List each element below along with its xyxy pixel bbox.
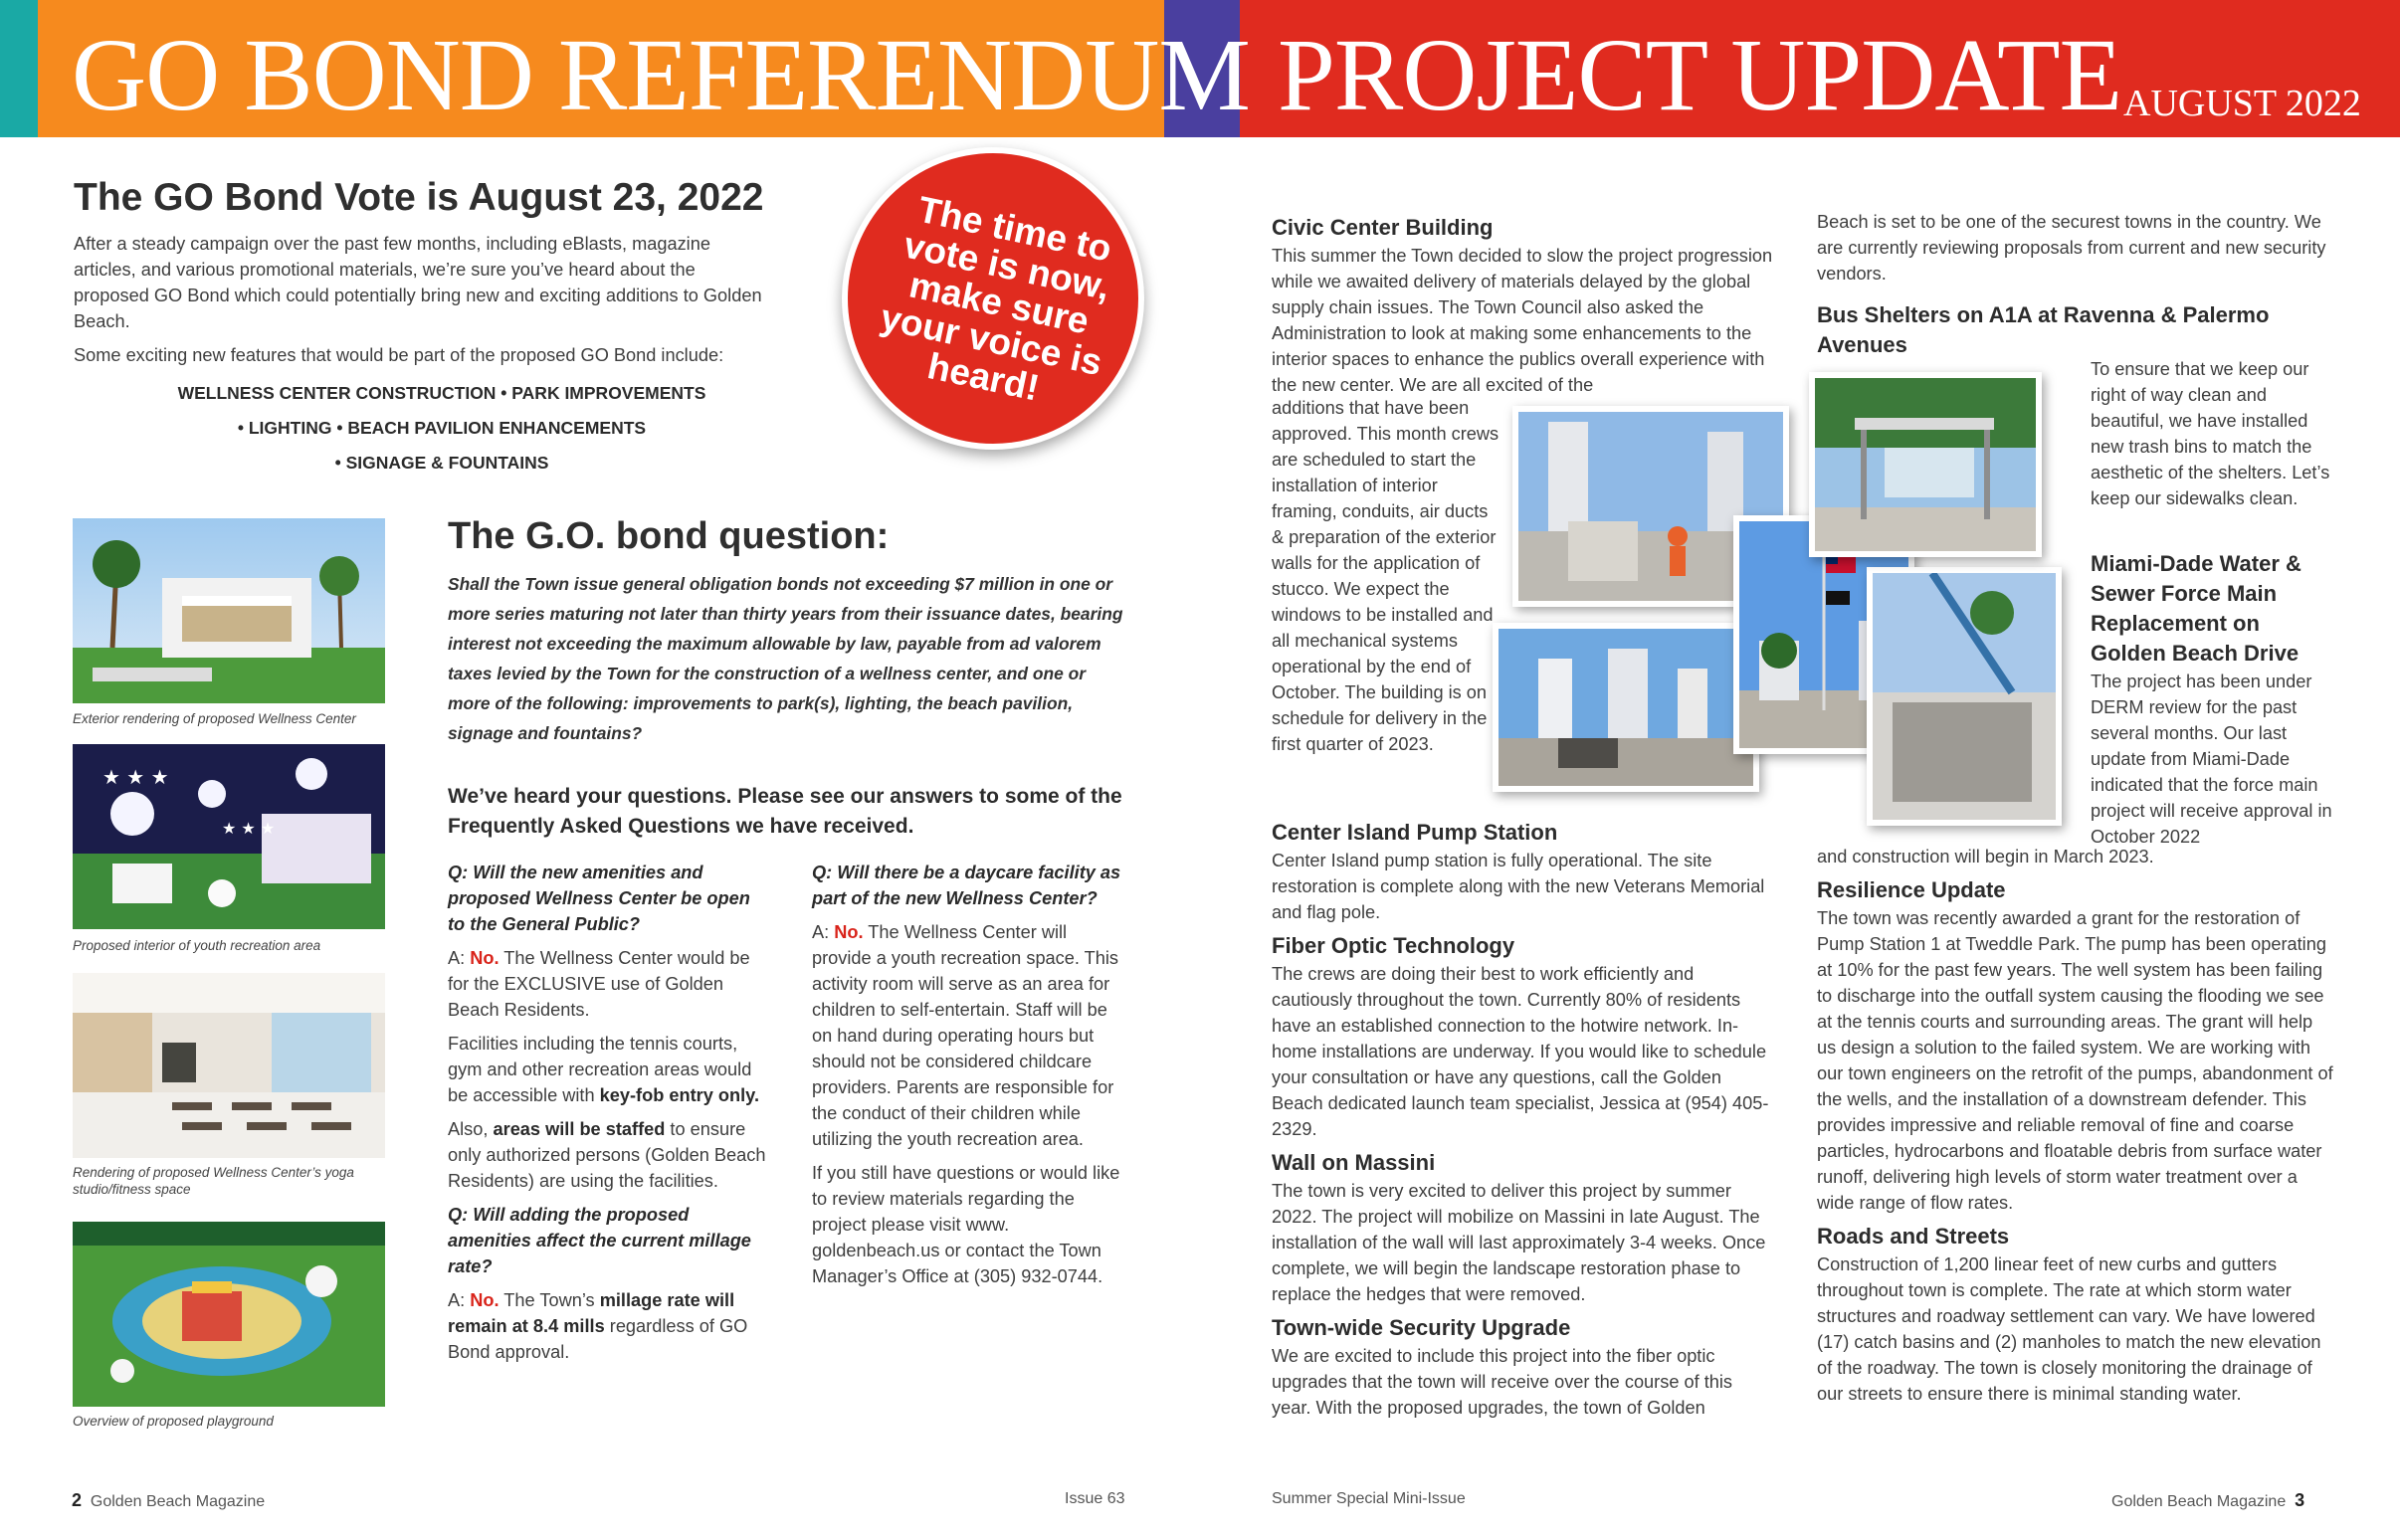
- bus-shelter-heading: Bus Shelters on A1A at Ravenna & Palermo Avenues: [1817, 302, 2270, 357]
- vote-title: The GO Bond Vote is August 23, 2022: [74, 176, 764, 219]
- roads-heading: Roads and Streets: [1817, 1224, 2010, 1249]
- security-continued: Beach is set to be one of the securest towns in the country. We are currently reviewing proposals from current and new security vendors.: [1817, 212, 2326, 284]
- bond-question-text: Shall the Town issue general obligation bonds not exceeding $7 million in one or more series maturing not later than thirty years from their issuance dates, bearing interest not exceeding the maximum allowable by law, payable from ad valorem taxes levied by the Town for the construction of a wellness center, and one or more of the following: improvements to park(s), lighting, the beach pavilion, signage and fountains?: [448, 574, 1123, 743]
- sewer-heading: Miami-Dade Water & Sewer Force Main Replacement on Golden Beach Drive: [2091, 551, 2301, 666]
- civic-photo-2: [1493, 623, 1759, 792]
- issue-date: AUGUST 2022: [2123, 83, 2361, 124]
- bubble-text: The time to vote is now, make sure your voice is heard!: [877, 188, 1115, 409]
- faq-contact: If you still have questions or would like to review materials regarding the project please visit www. goldenbeach.us or contact the Town Manager’s Office at (305) 932-0744.: [812, 1163, 1120, 1286]
- wall-massini-heading: Wall on Massini: [1272, 1150, 1436, 1175]
- footer-right: [2111, 1490, 2304, 1511]
- right-column-2-bottom: [1817, 844, 2334, 1407]
- caption-exterior: Exterior rendering of proposed Wellness Center: [73, 711, 356, 726]
- security-heading: Town-wide Security Upgrade: [1272, 1315, 1571, 1340]
- resilience-text: The town was recently awarded a grant for the restoration of Pump Station 1 at Tweddle Park. The pump has been operating at 10% for the past few years. The well system has been failing to discharge into the outfall system causing the flooding we see at the tennis courts and surrounding areas. The grant will help us design a solution to the failed system. We are working with our town engineers on the retrofit of the pumps, abandonment of the wells, and the installation of a downstream defender. This provides impressive and reliable removal of fine and coarse particles, hydrocarbons and floatable debris from surface water runoff, delivering high levels of storm water treatment over a wide range of flow rates.: [1817, 908, 2333, 1213]
- bus-shelter-heading-wrap: [1817, 294, 2334, 360]
- civic-center-text-narrow: additions that have been approved. This month crews are scheduled to start the installation of interior framing, conduits, air ducts & preparation of the exterior walls for the application of stucco. We expect the windows to be installed and all mechanical systems operational by the end of October. The building is on schedule for delivery in the first quarter of 2023.: [1272, 398, 1500, 754]
- civic-photo-4: [1867, 567, 2062, 826]
- footer-left: [72, 1490, 265, 1511]
- sewer-continued: and construction will begin in March 2023.: [1817, 847, 2154, 866]
- svg-text:★ ★ ★: ★ ★ ★: [222, 819, 276, 838]
- fiber-optic-heading: Fiber Optic Technology: [1272, 933, 1515, 958]
- footer-issue: Issue 63: [1065, 1490, 1125, 1507]
- faq-answer-1: A: No. The Wellness Center would be for the EXCLUSIVE use of Golden Beach Residents.: [448, 948, 750, 1020]
- sewer-block: [2091, 543, 2335, 850]
- caption-yoga: Rendering of proposed Wellness Center’s yoga studio/fitness space: [73, 1165, 354, 1197]
- footer-summer: Summer Special Mini-Issue: [1272, 1490, 1466, 1507]
- right-page-title: PROJECT UPDATE: [1278, 18, 2122, 132]
- pump-station-heading: Center Island Pump Station: [1272, 820, 1558, 845]
- faq-answer-2: A: No. The Town’s millage rate will remain at 8.4 mills regardless of GO Bond approval.: [448, 1290, 748, 1362]
- caption-playground: Overview of proposed playground: [73, 1414, 274, 1429]
- civic-center-heading: Civic Center Building: [1272, 215, 1494, 240]
- faq-answer-3: A: No. The Wellness Center will provide a youth recreation space. This activity room will serve as an area for children to self-entertain. Staff will be on hand during operating hours but should not be considered childcare providers. Parents are responsible for the conduct of their children while utilizing the youth recreation area.: [812, 922, 1119, 1149]
- right-column-1-bottom: [1272, 812, 1775, 1421]
- faq-heading: We’ve heard your questions. Please see our answers to some of the Frequently Asked Questions we have received.: [448, 785, 1122, 838]
- page-number-left: 2: [72, 1490, 83, 1510]
- sewer-text: The project has been under DERM review for the past several months. Our last update from Miami-Dade indicated that the force main project will receive approval in October 2022: [2091, 672, 2332, 847]
- footer-magazine-right: Golden Beach Magazine: [2111, 1493, 2287, 1510]
- features-line-3: • SIGNAGE & FOUNTAINS: [334, 453, 549, 473]
- svg-text:★ ★ ★: ★ ★ ★: [102, 765, 169, 789]
- bus-shelter-photo: [1809, 372, 2042, 557]
- roads-text: Construction of 1,200 linear feet of new curbs and gutters throughout town is complete. The rate at which storm water structures and roadway settlement can vary. We have lowered (17) catch basins and (2) manholes to match the new elevation of the roadway. The town is closely monitoring the drainage of our streets to ensure there is minimal standing water.: [1817, 1254, 2321, 1404]
- caption-youth: Proposed interior of youth recreation area: [73, 938, 321, 953]
- vote-now-bubble: [842, 147, 1144, 450]
- intro-paragraph: After a steady campaign over the past few months, including eBlasts, magazine articles, and various promotional materials, we’re sure you’ve heard about the proposed GO Bond which could potentially bring new and exciting additions to Golden Beach.: [74, 234, 762, 331]
- intro-block: [74, 231, 770, 376]
- faq-answer-1-staffed: Also, areas will be staffed to ensure only authorized persons (Golden Beach Residents) are using the facilities.: [448, 1119, 766, 1191]
- yoga-studio-image: [73, 973, 385, 1158]
- faq-column-2: [812, 860, 1130, 1297]
- faq-question-3: Q: Will there be a daycare facility as part of the new Wellness Center?: [812, 863, 1121, 908]
- fiber-optic-text: The crews are doing their best to work efficiently and cautiously throughout the town. Currently 80% of residents have an established connection to the hotwire network. In-home installations are underway. If you would like to schedule your consultation or have any questions, call the Golden Beach dedicated launch team specialist, Jessica at (954) 405-2329.: [1272, 964, 1769, 1139]
- wellness-exterior-image: [73, 518, 385, 703]
- faq-question-1: Q: Will the new amenities and proposed Wellness Center be open to the General Public?: [448, 863, 750, 934]
- header-teal-bar: [0, 0, 38, 137]
- faq-answer-1-facilities: Facilities including the tennis courts, gym and other recreation areas would be accessible with key-fob entry only.: [448, 1034, 760, 1105]
- features-intro: Some exciting new features that would be part of the proposed GO Bond include:: [74, 345, 724, 365]
- bond-question-title: The G.O. bond question:: [448, 515, 890, 557]
- page-number-right: 3: [2295, 1490, 2305, 1510]
- faq-question-2: Q: Will adding the proposed amenities affect the current millage rate?: [448, 1205, 751, 1276]
- playground-image: [73, 1222, 385, 1407]
- youth-interior-image: [73, 744, 385, 929]
- faq-column-1: [448, 860, 766, 1373]
- security-text: We are excited to include this project into the fiber optic upgrades that the town will receive over the course of this year. With the proposed upgrades, the town of Golden: [1272, 1346, 1733, 1418]
- wall-massini-text: The town is very excited to deliver this project by summer 2022. The project will mobilize on Massini in late August. The installation of the wall will last approximately 3-4 weeks. Once complete, we will begin the landscape restoration phase to replace the hedges that were removed.: [1272, 1181, 1766, 1304]
- resilience-heading: Resilience Update: [1817, 877, 2006, 902]
- features-line-2: • LIGHTING • BEACH PAVILION ENHANCEMENTS: [237, 418, 647, 438]
- features-list: [74, 376, 810, 481]
- civic-center-text: This summer the Town decided to slow the project progression while we awaited delivery of materials delayed by the global supply chain issues. The Town Council also asked the Administration to look at making some enhancements to the interior spaces to enhance the publics overall experience with the new center. We are all excited of the: [1272, 246, 1773, 395]
- features-line-1: WELLNESS CENTER CONSTRUCTION • PARK IMPROVEMENTS: [177, 383, 706, 403]
- bus-shelter-text: To ensure that we keep our right of way clean and beautiful, we have installed new trash bins to match the aesthetic of the shelters. Let’s keep our sidewalks clean.: [2091, 359, 2330, 508]
- left-page-title: GO BOND REFERENDUM: [72, 18, 1250, 132]
- pump-station-text: Center Island pump station is fully operational. The site restoration is complete along with the new Veterans Memorial and flag pole.: [1272, 851, 1765, 922]
- right-column-1-top: [1272, 207, 1775, 398]
- footer-magazine-left: Golden Beach Magazine: [90, 1493, 266, 1510]
